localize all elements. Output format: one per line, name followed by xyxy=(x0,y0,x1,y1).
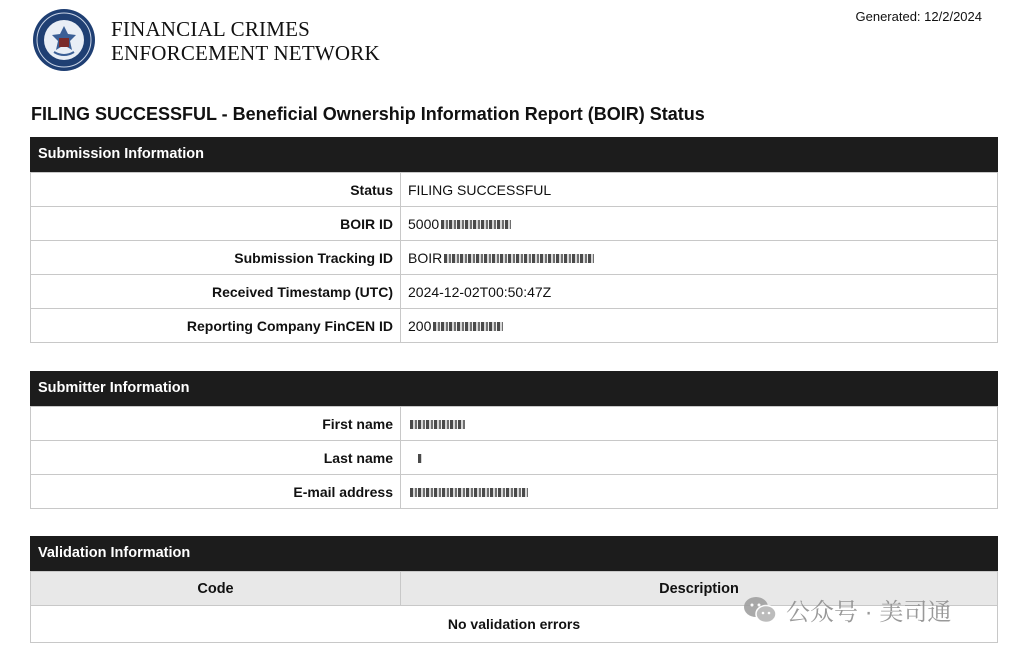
table-row xyxy=(31,441,998,475)
first-name-value xyxy=(401,407,998,441)
org-name-line2: ENFORCEMENT NETWORK xyxy=(111,41,380,65)
fincen-id-value-text: 200 xyxy=(408,317,432,334)
redaction-mark xyxy=(418,454,422,463)
table-row xyxy=(31,407,998,441)
table-row xyxy=(31,173,998,207)
table-row xyxy=(31,275,998,309)
status-value-text: FILING SUCCESSFUL xyxy=(408,181,552,198)
submitter-section xyxy=(30,371,998,509)
boir-id-value-text: 5000 xyxy=(408,215,440,232)
redaction-mark xyxy=(441,220,511,229)
description-column-header: Description xyxy=(401,572,998,606)
tracking-id-value-text: BOIR xyxy=(408,249,443,266)
tracking-id-label: Submission Tracking ID xyxy=(31,241,401,275)
table-row xyxy=(31,207,998,241)
code-column-header: Code xyxy=(31,572,401,606)
email-label: E-mail address xyxy=(31,475,401,509)
redaction-mark xyxy=(444,254,594,263)
submitter-table xyxy=(30,406,998,509)
no-validation-errors-message: No validation errors xyxy=(31,606,998,643)
submitter-section-header: Submitter Information xyxy=(30,371,998,406)
watermark-text: 公众号 · 美司通 xyxy=(786,599,952,626)
table-row xyxy=(31,475,998,509)
org-name-line1: FINANCIAL CRIMES xyxy=(111,17,311,41)
wechat-watermark xyxy=(742,592,951,627)
status-label: Status xyxy=(31,173,401,207)
treasury-seal-logo xyxy=(32,8,96,72)
submission-table xyxy=(30,172,998,343)
timestamp-value-text: 2024-12-02T00:50:47Z xyxy=(408,283,552,300)
email-value xyxy=(401,475,998,509)
submission-section xyxy=(30,137,998,343)
status-value xyxy=(401,173,998,207)
organization-name xyxy=(111,17,380,65)
validation-section-header: Validation Information xyxy=(30,536,998,571)
fincen-id-label: Reporting Company FinCEN ID xyxy=(31,309,401,343)
generated-date: Generated: 12/2/2024 xyxy=(855,9,982,24)
redaction-mark xyxy=(410,420,465,429)
redaction-mark xyxy=(433,322,503,331)
page-title: FILING SUCCESSFUL - Beneficial Ownership Information Report (BOIR) Status xyxy=(31,104,705,124)
fincen-id-value xyxy=(401,309,998,343)
timestamp-value xyxy=(401,275,998,309)
timestamp-label: Received Timestamp (UTC) xyxy=(31,275,401,309)
wechat-icon xyxy=(742,595,778,625)
submission-section-header: Submission Information xyxy=(30,137,998,172)
last-name-value xyxy=(401,441,998,475)
last-name-label: Last name xyxy=(31,441,401,475)
tracking-id-value xyxy=(401,241,998,275)
boir-id-value xyxy=(401,207,998,241)
table-row xyxy=(31,309,998,343)
first-name-label: First name xyxy=(31,407,401,441)
redaction-mark xyxy=(410,488,528,497)
boir-id-label: BOIR ID xyxy=(31,207,401,241)
table-row xyxy=(31,241,998,275)
